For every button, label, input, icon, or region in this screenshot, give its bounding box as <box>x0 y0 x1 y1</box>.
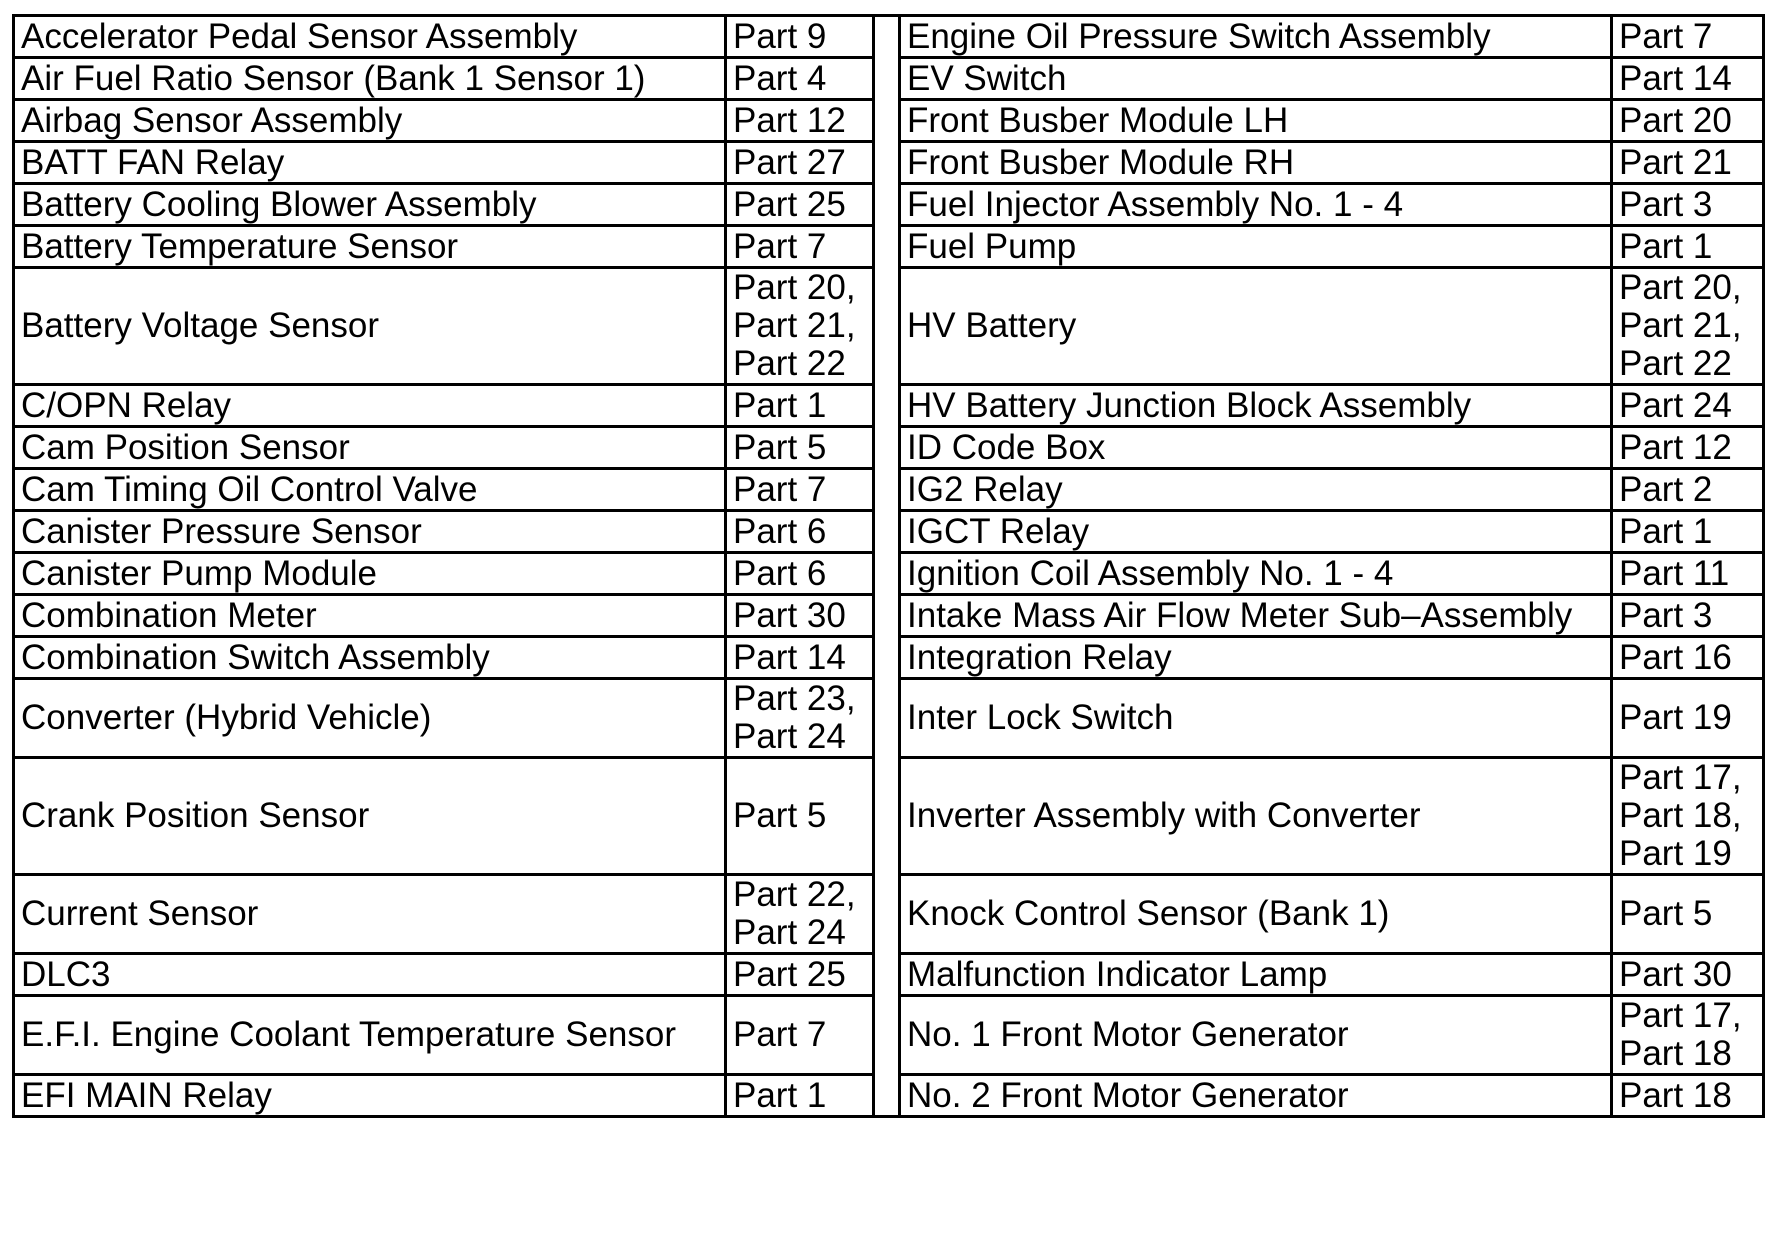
part-number: Part 3 <box>1619 595 1713 635</box>
right-component-name: Malfunction Indicator Lamp <box>900 954 1612 996</box>
right-part-reference <box>1612 385 1764 427</box>
table-row <box>14 595 1764 637</box>
left-component-name: E.F.I. Engine Coolant Temperature Sensor <box>14 996 726 1075</box>
left-component-name: Accelerator Pedal Sensor Assembly <box>14 16 726 58</box>
part-number: Part 12 <box>733 100 846 140</box>
right-component-name: IGCT Relay <box>900 511 1612 553</box>
right-part-reference <box>1612 637 1764 679</box>
right-component-name: IG2 Relay <box>900 469 1612 511</box>
column-divider <box>874 595 900 637</box>
part-number: Part 4 <box>733 58 827 98</box>
left-part-reference <box>726 758 874 875</box>
right-part-reference <box>1612 226 1764 268</box>
left-component-name: Battery Cooling Blower Assembly <box>14 184 726 226</box>
part-number: Part 1 <box>1619 511 1713 551</box>
column-divider <box>874 142 900 184</box>
part-number: Part 1 <box>1619 226 1713 266</box>
parts-index-table <box>12 14 1765 1118</box>
part-number: Part 7 <box>733 1015 827 1054</box>
part-number: Part 5 <box>733 796 827 835</box>
part-number: Part 19 <box>1619 834 1732 873</box>
right-part-reference <box>1612 469 1764 511</box>
right-part-reference <box>1612 679 1764 758</box>
table-row <box>14 268 1764 385</box>
table-row <box>14 226 1764 268</box>
left-part-reference <box>726 637 874 679</box>
left-component-name: Crank Position Sensor <box>14 758 726 875</box>
part-number: Part 25 <box>733 184 846 224</box>
right-part-reference <box>1612 100 1764 142</box>
table-row <box>14 427 1764 469</box>
right-part-reference <box>1612 553 1764 595</box>
part-number: Part 7 <box>733 469 827 509</box>
left-component-name: Airbag Sensor Assembly <box>14 100 726 142</box>
part-number: Part 30 <box>1619 954 1732 994</box>
part-number: Part 17, <box>1619 758 1742 797</box>
part-number: Part 17, <box>1619 996 1742 1035</box>
left-part-reference <box>726 511 874 553</box>
part-number: Part 23, <box>733 679 856 718</box>
part-number: Part 11 <box>1619 553 1730 593</box>
right-part-reference <box>1612 58 1764 100</box>
left-part-reference <box>726 58 874 100</box>
part-number: Part 22, <box>733 875 856 914</box>
table-row <box>14 511 1764 553</box>
table-row <box>14 679 1764 758</box>
part-number: Part 14 <box>733 637 846 677</box>
right-component-name: Intake Mass Air Flow Meter Sub–Assembly <box>900 595 1612 637</box>
right-part-reference <box>1612 16 1764 58</box>
parts-index-table-container <box>12 14 1762 1118</box>
table-row <box>14 1075 1764 1117</box>
right-part-reference <box>1612 1075 1764 1117</box>
left-part-reference <box>726 954 874 996</box>
right-part-reference <box>1612 142 1764 184</box>
table-row <box>14 469 1764 511</box>
right-component-name: Front Busber Module LH <box>900 100 1612 142</box>
part-number: Part 5 <box>1619 894 1713 933</box>
part-number: Part 24 <box>1619 385 1732 425</box>
left-component-name: Converter (Hybrid Vehicle) <box>14 679 726 758</box>
part-number: Part 22 <box>1619 344 1732 383</box>
right-component-name: HV Battery <box>900 268 1612 385</box>
left-component-name: Cam Timing Oil Control Valve <box>14 469 726 511</box>
column-divider <box>874 226 900 268</box>
column-divider <box>874 679 900 758</box>
left-component-name: C/OPN Relay <box>14 385 726 427</box>
right-component-name: Fuel Injector Assembly No. 1 - 4 <box>900 184 1612 226</box>
right-part-reference <box>1612 996 1764 1075</box>
right-component-name: Inverter Assembly with Converter <box>900 758 1612 875</box>
left-component-name: EFI MAIN Relay <box>14 1075 726 1117</box>
part-number: Part 1 <box>733 385 827 425</box>
column-divider <box>874 16 900 58</box>
part-number: Part 27 <box>733 142 846 182</box>
left-part-reference <box>726 226 874 268</box>
table-row <box>14 996 1764 1075</box>
part-number: Part 18 <box>1619 1034 1732 1073</box>
column-divider <box>874 427 900 469</box>
left-part-reference <box>726 469 874 511</box>
right-component-name: Engine Oil Pressure Switch Assembly <box>900 16 1612 58</box>
left-part-reference <box>726 1075 874 1117</box>
part-number: Part 12 <box>1619 427 1732 467</box>
left-component-name: Canister Pump Module <box>14 553 726 595</box>
right-part-reference <box>1612 184 1764 226</box>
column-divider <box>874 553 900 595</box>
part-number: Part 18 <box>1619 1075 1732 1115</box>
table-row <box>14 385 1764 427</box>
table-row <box>14 875 1764 954</box>
column-divider <box>874 100 900 142</box>
column-divider <box>874 511 900 553</box>
right-part-reference <box>1612 595 1764 637</box>
left-part-reference <box>726 553 874 595</box>
right-component-name: Ignition Coil Assembly No. 1 - 4 <box>900 553 1612 595</box>
part-number: Part 9 <box>733 16 827 56</box>
column-divider <box>874 954 900 996</box>
left-part-reference <box>726 595 874 637</box>
column-divider <box>874 637 900 679</box>
left-component-name: Battery Voltage Sensor <box>14 268 726 385</box>
left-component-name: Current Sensor <box>14 875 726 954</box>
part-number: Part 14 <box>1619 58 1732 98</box>
left-component-name: Combination Switch Assembly <box>14 637 726 679</box>
part-number: Part 1 <box>733 1075 827 1115</box>
part-number: Part 19 <box>1619 698 1732 737</box>
part-number: Part 25 <box>733 954 846 994</box>
left-part-reference <box>726 875 874 954</box>
table-row <box>14 16 1764 58</box>
part-number: Part 20, <box>733 268 856 307</box>
part-number: Part 21, <box>733 306 856 345</box>
left-part-reference <box>726 679 874 758</box>
right-component-name: EV Switch <box>900 58 1612 100</box>
column-divider <box>874 184 900 226</box>
part-number: Part 30 <box>733 595 846 635</box>
left-component-name: Cam Position Sensor <box>14 427 726 469</box>
right-component-name: Knock Control Sensor (Bank 1) <box>900 875 1612 954</box>
right-component-name: HV Battery Junction Block Assembly <box>900 385 1612 427</box>
part-number: Part 7 <box>733 226 827 266</box>
part-number: Part 20 <box>1619 100 1732 140</box>
table-row <box>14 954 1764 996</box>
left-component-name: Combination Meter <box>14 595 726 637</box>
part-number: Part 21 <box>1619 142 1732 182</box>
table-row <box>14 637 1764 679</box>
column-divider <box>874 758 900 875</box>
table-row <box>14 553 1764 595</box>
part-number: Part 21, <box>1619 306 1742 345</box>
right-part-reference <box>1612 954 1764 996</box>
column-divider <box>874 875 900 954</box>
part-number: Part 20, <box>1619 268 1742 307</box>
right-component-name: Integration Relay <box>900 637 1612 679</box>
right-component-name: ID Code Box <box>900 427 1612 469</box>
column-divider <box>874 385 900 427</box>
table-row <box>14 184 1764 226</box>
part-number: Part 5 <box>733 427 827 467</box>
left-part-reference <box>726 100 874 142</box>
right-component-name: Inter Lock Switch <box>900 679 1612 758</box>
column-divider <box>874 996 900 1075</box>
column-divider <box>874 469 900 511</box>
left-part-reference <box>726 16 874 58</box>
left-part-reference <box>726 996 874 1075</box>
table-row <box>14 58 1764 100</box>
left-component-name: Canister Pressure Sensor <box>14 511 726 553</box>
part-number: Part 16 <box>1619 637 1732 677</box>
table-row <box>14 100 1764 142</box>
left-part-reference <box>726 184 874 226</box>
right-component-name: Front Busber Module RH <box>900 142 1612 184</box>
part-number: Part 2 <box>1619 469 1713 509</box>
left-component-name: DLC3 <box>14 954 726 996</box>
table-row <box>14 142 1764 184</box>
part-number: Part 24 <box>733 913 846 952</box>
left-part-reference <box>726 427 874 469</box>
part-number: Part 22 <box>733 344 846 383</box>
column-divider <box>874 1075 900 1117</box>
left-component-name: Air Fuel Ratio Sensor (Bank 1 Sensor 1) <box>14 58 726 100</box>
part-number: Part 6 <box>733 553 827 593</box>
column-divider <box>874 268 900 385</box>
right-part-reference <box>1612 268 1764 385</box>
left-part-reference <box>726 268 874 385</box>
table-row <box>14 758 1764 875</box>
parts-index-rows <box>14 16 1764 1117</box>
right-part-reference <box>1612 511 1764 553</box>
right-component-name: Fuel Pump <box>900 226 1612 268</box>
part-number: Part 3 <box>1619 184 1713 224</box>
right-component-name: No. 1 Front Motor Generator <box>900 996 1612 1075</box>
part-number: Part 6 <box>733 511 827 551</box>
left-part-reference <box>726 142 874 184</box>
left-part-reference <box>726 385 874 427</box>
part-number: Part 18, <box>1619 796 1742 835</box>
right-part-reference <box>1612 758 1764 875</box>
right-part-reference <box>1612 427 1764 469</box>
left-component-name: Battery Temperature Sensor <box>14 226 726 268</box>
column-divider <box>874 58 900 100</box>
part-number: Part 7 <box>1619 16 1713 56</box>
right-component-name: No. 2 Front Motor Generator <box>900 1075 1612 1117</box>
right-part-reference <box>1612 875 1764 954</box>
left-component-name: BATT FAN Relay <box>14 142 726 184</box>
part-number: Part 24 <box>733 717 846 756</box>
